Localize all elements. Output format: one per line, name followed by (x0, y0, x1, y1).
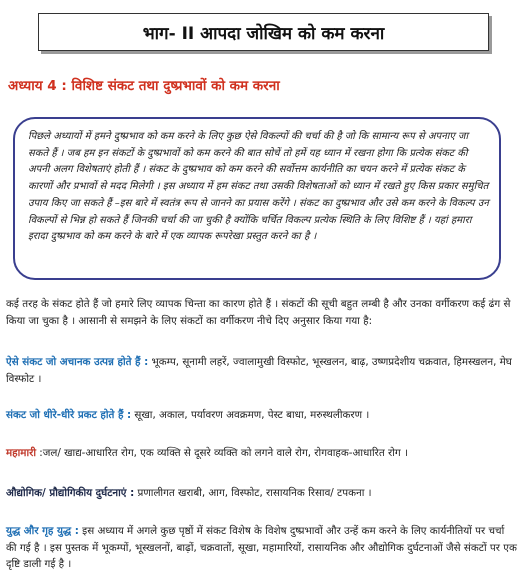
epidemic-text: :जल/ खाद्य-आधारित रोग, एक व्यक्ति से दूसरे व्यक्ति को लगने वाले रोग, रोगवाहक-आधारित रोग । (36, 447, 408, 459)
part-title-box (38, 13, 489, 51)
sudden-hazards-paragraph (6, 354, 518, 387)
slow-hazards-paragraph (6, 407, 518, 424)
war-label: युद्ध और गृह युद्ध : (6, 525, 79, 537)
industrial-paragraph (6, 485, 518, 502)
epidemic-label: महामारी (6, 447, 36, 459)
intro-text: पिछले अध्यायों में हमने दुष्प्रभाव को कम करने के लिए कुछ ऐसे विकल्पों की चर्चा की है जो कि सामान्य रूप से अपनाए जा सकते हैं । जब हम इन संकटों के दुष्प्रभावों को कम करने की बात सोचें तो हमें यह ध्यान में रखना होगा कि प्रत्येक संकट की अपनी अलग विशेषताएं होती हैं । संकट के दुष्प्रभाव को कम करने की सर्वोत्तम कार्यनीति का चयन करने में प्रत्येक संकट के कारणों और प्रभावों से मदद मिलेगी । इस अध्याय में हम संकट तथा उसकी विशेषताओं को ध्यान में रखते हुए किस प्रकार समुचित उपाय किए जा सकते हैं –इस बारे में स्वतंत्र रूप से जानने का प्रयास करेंगे । संकट का दुष्प्रभाव और उसे कम करने के विकल्प उन विकल्पों से भिन्न हो सकते हैं जिनकी चर्चा की जा चुकी है क्योंकि चर्चित विकल्प प्रत्येक स्थिति के लिए विशिष्ट हैं । यहां हमारा इरादा दुष्प्रभाव को कम करने के बारे में एक व्यापक रूपरेखा प्रस्तुत करने का है । (28, 131, 489, 243)
slow-hazards-label: संकट जो धीरे-धीरे प्रकट होते हैं : (6, 409, 132, 421)
intro-callout-box (13, 117, 501, 280)
industrial-label: औद्योगिक/ प्रौद्योगिकीय दुर्घटनाएं : (6, 487, 135, 499)
war-text: इस अध्याय में अगले कुछ पृष्ठों में संकट विशेष के विशेष दुष्प्रभावों और उन्हें कम करने के लिए कार्यनीतियों पर चर्चा की गई है । इस पुस्तक में भूकम्पों, भूस्खलनों, बाढ़ों, चक्रवातों, सूखा, महामारियों, रासायनिक और औद्योगिक दुर्घटनाओं जैसे संकटों पर एक दृष्टि डाली गई है । (6, 525, 517, 571)
part-title: भाग- II आपदा जोखिम को कम करना (142, 23, 385, 44)
war-paragraph (6, 523, 518, 573)
chapter-title: अध्याय 4 : विशिष्ट संकट तथा दुष्प्रभावों को कम करना (8, 78, 280, 94)
slow-hazards-text: सूखा, अकाल, पर्यावरण अवक्रमण, पेस्ट बाधा, मरुस्थलीकरण । (131, 409, 370, 421)
sudden-hazards-label: ऐसे संकट जो अचानक उत्पन्न होते हैं : (6, 356, 149, 368)
overview-text: कई तरह के संकट होते हैं जो हमारे लिए व्यापक चिन्ता का कारण होते हैं । संकटों की सूची बहुत लम्बी है और उनका वर्गीकरण कई ढंग से किया जा चुका है । आसानी से समझने के लिए संकटों का वर्गीकरण नीचे दिए अनुसार किया गया है: (6, 298, 511, 327)
sudden-hazards-text: भूकम्प, सूनामी लहरें, ज्वालामुखी विस्फोट, भूस्खलन, बाढ़, उष्णप्रदेशीय चक्रवात, हिमस्खलन, मेघ विस्फोट । (6, 356, 512, 385)
overview-paragraph (6, 296, 518, 329)
industrial-text: प्रणालीगत खराबी, आग, विस्फोट, रासायनिक रिसाव/ टपकना । (134, 487, 372, 499)
epidemic-paragraph (6, 445, 518, 462)
